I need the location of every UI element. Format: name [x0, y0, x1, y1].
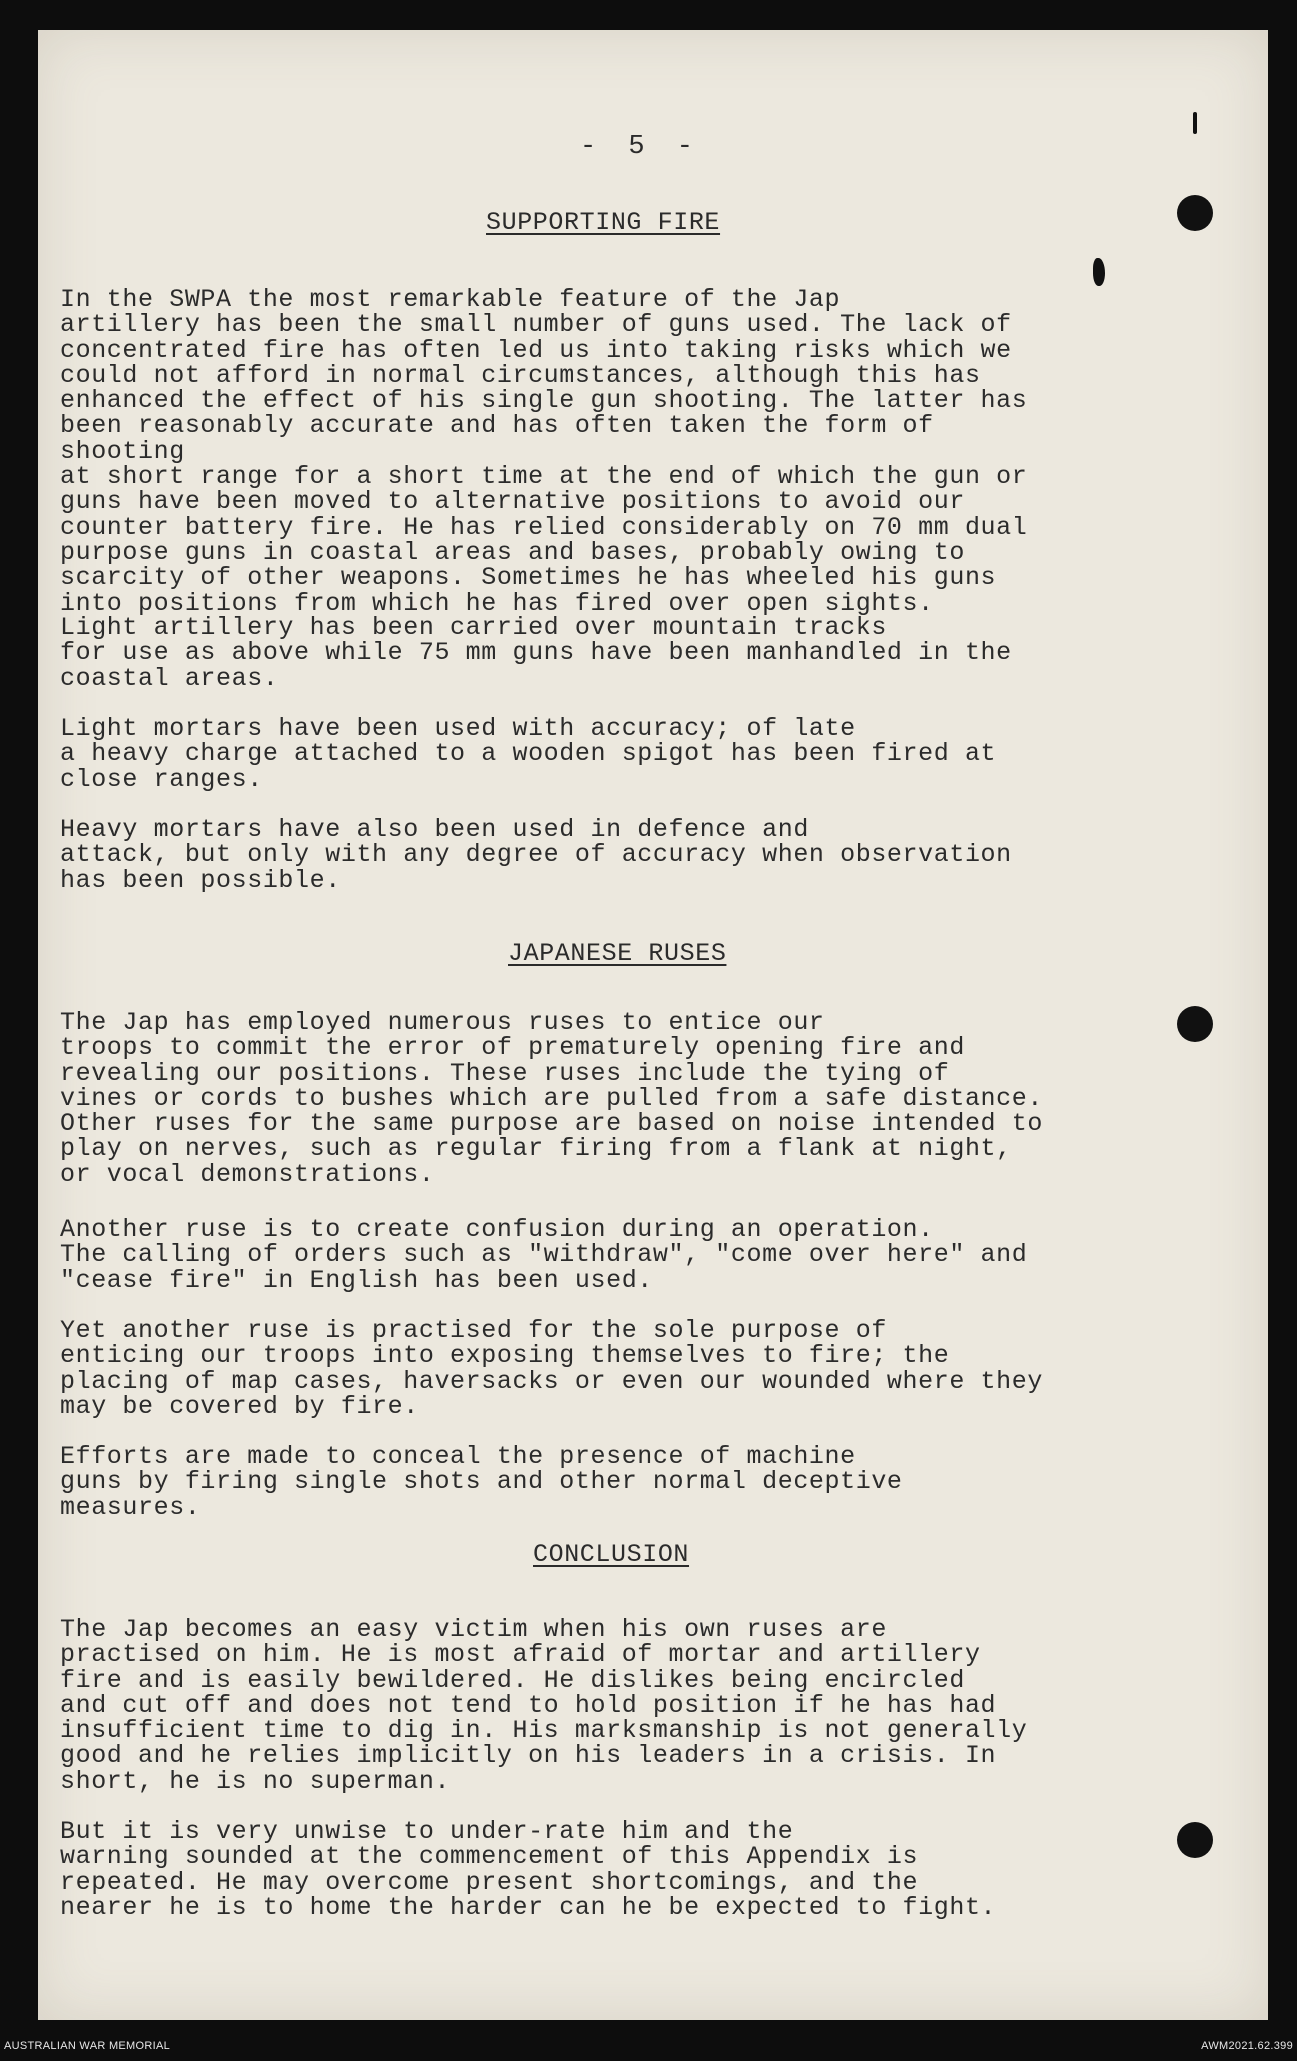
heading-supporting-fire: SUPPORTING FIRE: [486, 208, 721, 237]
paragraph-supporting-fire-1: In the SWPA the most remarkable feature of the Jap artillery has been the small number of guns used. The lack of concentrated fire has often led us into taking risks which we could not afford in normal circumstances, although this has enhanced the effect of his single gun shooting. The latter has been reasonably accurate and has often taken the form of shooting at short range for a short time at the end of which the gun or guns have been moved to alternative positions to avoid our counter battery fire. He has relied considerably on 70 mm dual purpose guns in coastal areas and bases, probably owing to scarcity of other weapons. Sometimes he has wheeled his guns into positions from which he has fired over open sights.: [60, 285, 1028, 618]
paragraph-supporting-fire-4: Heavy mortars have also been used in defence and attack, but only with any degree of accuracy when observation has been possible.: [60, 815, 1012, 895]
paragraph-ruses-4: Efforts are made to conceal the presence of machine guns by firing single shots and other normal deceptive measures.: [60, 1442, 903, 1522]
page-number: - 5 -: [580, 132, 702, 162]
footer-source: AUSTRALIAN WAR MEMORIAL: [4, 2040, 171, 2052]
paragraph-supporting-fire-3: Light mortars have been used with accuracy; of late a heavy charge attached to a wooden spigot has been fired at close ranges.: [60, 714, 997, 794]
heading-conclusion: CONCLUSION: [533, 1540, 690, 1569]
paragraph-ruses-2: Another ruse is to create confusion during an operation. The calling of orders such as "withdraw", "come over here" and "cease fire" in English has been used.: [60, 1215, 1028, 1295]
heading-japanese-ruses: JAPANESE RUSES: [508, 939, 727, 968]
ink-mark: [1193, 112, 1197, 134]
punch-hole-1: [1177, 195, 1213, 231]
paragraph-conclusion-1: The Jap becomes an easy victim when his own ruses are practised on him. He is most afraid of mortar and artillery fire and is easily bewildered. He dislikes being encircled and cut off and does not tend to hold position if he has had insufficient time to dig in. His marksmanship is not generally good and he relies implicitly on his leaders in a crisis. In short, he is no superman.: [60, 1615, 1028, 1796]
torn-mark: [1093, 258, 1105, 286]
paragraph-ruses-1: The Jap has employed numerous ruses to entice our troops to commit the error of prematurely opening fire and revealing our positions. These ruses include the tying of vines or cords to bushes which are pulled from a safe distance. Other ruses for the same purpose are based on noise intended to play on nerves, such as regular firing from a flank at night, or vocal demonstrations.: [60, 1008, 1043, 1189]
footer-accession-number: AWM2021.62.399: [1201, 2040, 1293, 2052]
paragraph-conclusion-2: But it is very unwise to under-rate him and the warning sounded at the commencement of this Appendix is repeated. He may overcome present shortcomings, and the nearer he is to home the harder can he be expected to fight.: [60, 1817, 997, 1922]
paragraph-ruses-3: Yet another ruse is practised for the sole purpose of enticing our troops into exposing themselves to fire; the placing of map cases, haversacks or even our wounded where they may be covered by fire.: [60, 1316, 1043, 1421]
punch-hole-3: [1177, 1822, 1213, 1858]
paragraph-supporting-fire-2: Light artillery has been carried over mountain tracks for use as above while 75 mm guns have been manhandled in the coastal areas.: [60, 613, 1012, 693]
punch-hole-2: [1177, 1006, 1213, 1042]
